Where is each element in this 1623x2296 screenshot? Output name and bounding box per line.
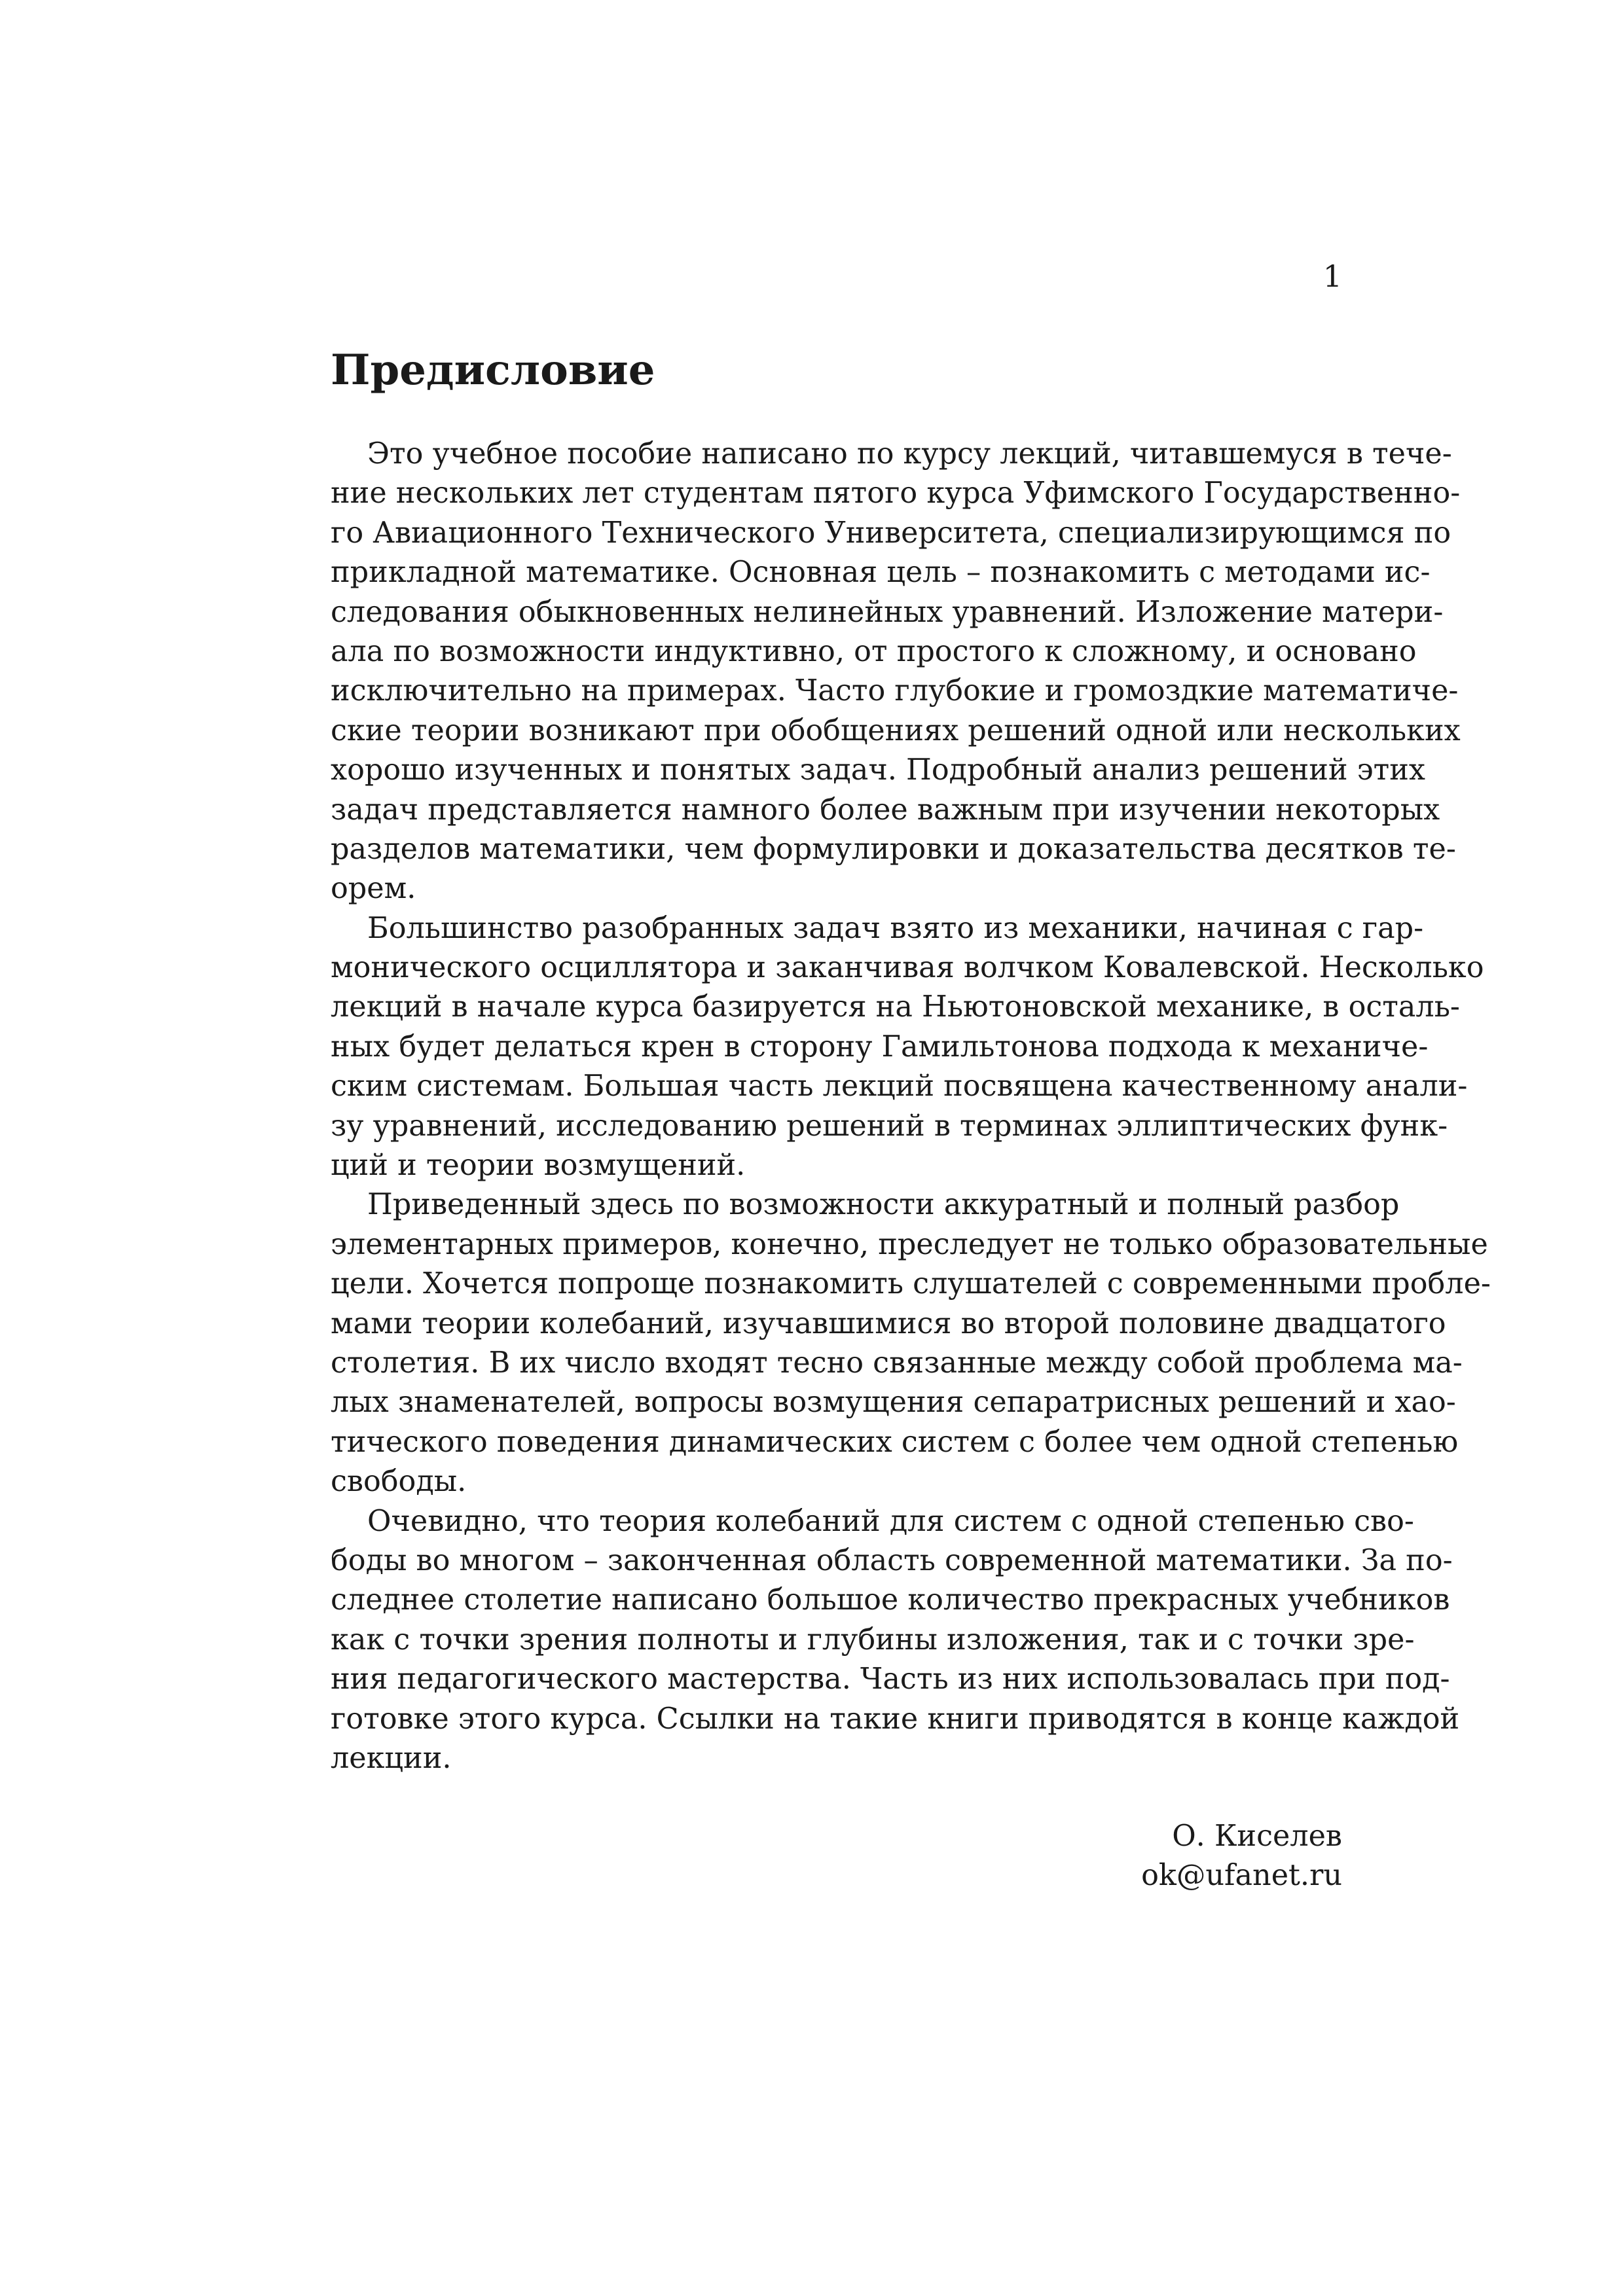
page-number: 1	[1322, 259, 1342, 294]
text-line: ных будет делаться крен в сторону Гамильтонова подхода к механиче-	[331, 1030, 1429, 1064]
text-line: лекций в начале курса базируется на Ньютоновской механике, в осталь-	[331, 990, 1460, 1024]
author-email: ok@ufanet.ru	[1141, 1859, 1342, 1893]
text-line: как с точки зрения полноты и глубины изложения, так и с точки зре-	[331, 1623, 1415, 1657]
text-line: хорошо изученных и понятых задач. Подробный анализ решений этих	[331, 753, 1425, 787]
text-line: столетия. В их число входят тесно связанные между собой проблема ма-	[331, 1346, 1463, 1380]
text-line: ций и теории возмущений.	[331, 1149, 746, 1183]
text-line: ние нескольких лет студентам пятого курса Уфимского Государственно-	[331, 476, 1461, 511]
text-line: боды во многом – законченная область современной математики. За по-	[331, 1543, 1453, 1577]
text-line: готовке этого курса. Ссылки на такие книги приводятся в конце каждой	[331, 1702, 1460, 1736]
text-line: го Авиационного Технического Университета, специализирующимся по	[331, 516, 1451, 550]
paragraph-4	[331, 1502, 1460, 1779]
text-line: прикладной математике. Основная цель – познакомить с методами ис-	[331, 556, 1431, 590]
text-line: исключительно на примерах. Часто глубокие и громоздкие математиче-	[331, 674, 1459, 708]
text-line: следования обыкновенных нелинейных уравнений. Изложение матери-	[331, 595, 1444, 629]
text-line: Это учебное пособие написано по курсу лекций, читавшемуся в тече-	[367, 437, 1452, 471]
text-line: ские теории возникают при обобщениях решений одной или нескольких	[331, 713, 1461, 747]
text-line: лых знаменателей, вопросы возмущения сепаратрисных решений и хао-	[331, 1386, 1456, 1420]
paragraph-3	[331, 1185, 1491, 1501]
text-line: лекции.	[331, 1741, 452, 1775]
text-line: задач представляется намного более важным при изучении некоторых	[331, 793, 1440, 827]
text-line: следнее столетие написано большое количество прекрасных учебников	[331, 1583, 1450, 1617]
paragraph-2	[331, 909, 1484, 1186]
text-line: элементарных примеров, конечно, преследует не только образовательные	[331, 1227, 1488, 1261]
text-line: разделов математики, чем формулировки и доказательства десятков те-	[331, 832, 1456, 866]
text-line: свободы.	[331, 1465, 467, 1499]
text-line: Большинство разобранных задач взято из механики, начиная с гар-	[367, 911, 1424, 945]
author-name: О. Киселев	[1172, 1820, 1342, 1853]
text-line: Очевидно, что теория колебаний для систем с одной степенью сво-	[367, 1504, 1414, 1538]
text-line: цели. Хочется попроще познакомить слушателей с современными пробле-	[331, 1267, 1491, 1301]
text-line: ала по возможности индуктивно, от простого к сложному, и основано	[331, 634, 1417, 668]
text-line: орем.	[331, 872, 416, 906]
text-line: монического осциллятора и заканчивая волчком Ковалевской. Несколько	[331, 951, 1484, 985]
text-line: Приведенный здесь по возможности аккуратный и полный разбор	[367, 1188, 1400, 1222]
text-line: ским системам. Большая часть лекций посвящена качественному анали-	[331, 1069, 1468, 1103]
text-line: мами теории колебаний, изучавшимися во второй половине двадцатого	[331, 1306, 1446, 1340]
text-line: тического поведения динамических систем с более чем одной степенью	[331, 1425, 1459, 1459]
section-title: Предисловие	[331, 346, 655, 395]
preface-body	[331, 435, 1491, 1778]
text-line: зу уравнений, исследованию решений в терминах эллиптических функ-	[331, 1109, 1448, 1143]
signature	[949, 1817, 1342, 1896]
paragraph-1	[331, 435, 1461, 909]
text-line: ния педагогического мастерства. Часть из них использовалась при под-	[331, 1662, 1450, 1696]
